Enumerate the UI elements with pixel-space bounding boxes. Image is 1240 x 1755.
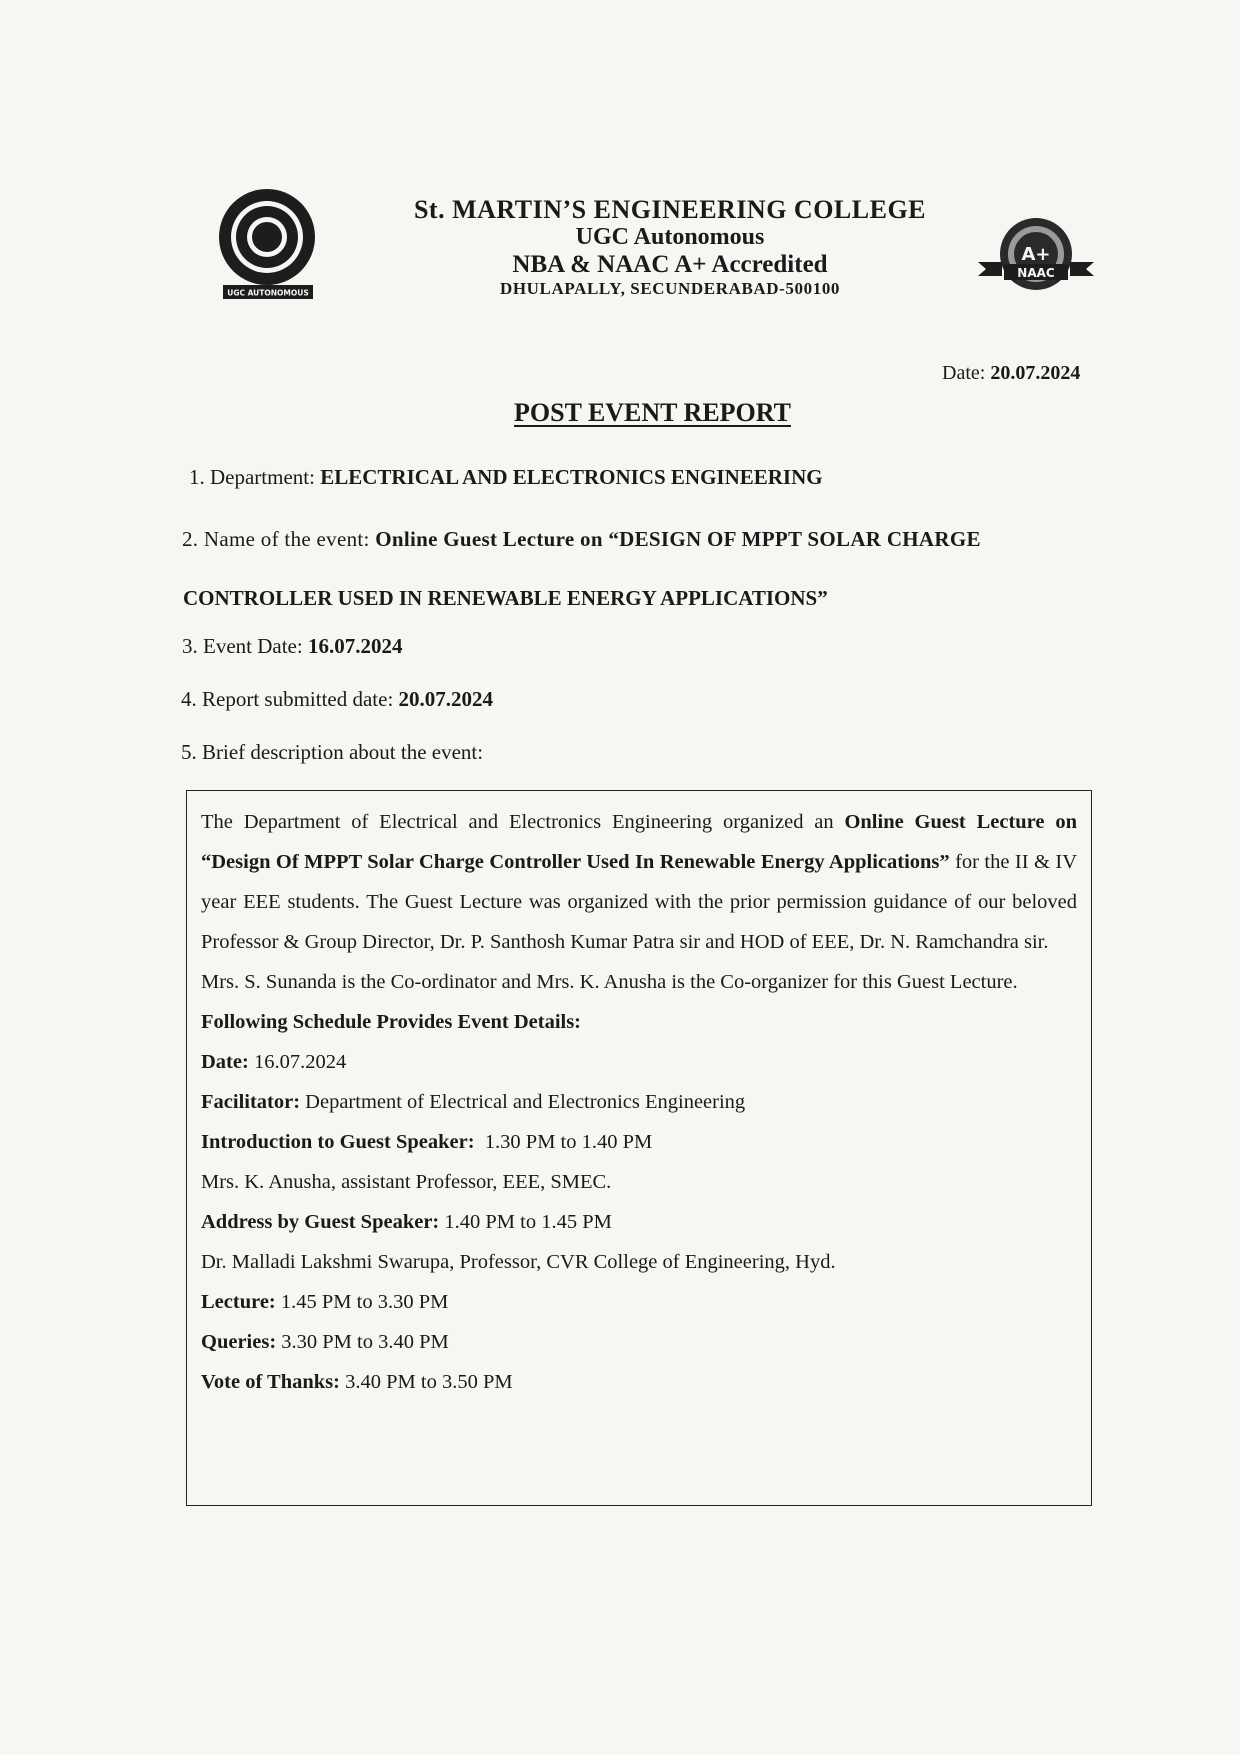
report-date-label: 4. Report submitted date: (181, 687, 394, 711)
report-date (942, 362, 1080, 385)
event-name-line-2 (183, 586, 828, 611)
description-text-1: The Department of Electrical and Electronics Engineering organized an (201, 811, 845, 833)
report-date-value: 20.07.2024 (398, 687, 494, 711)
college-name: St. MARTIN’S ENGINEERING COLLEGE (413, 195, 927, 224)
event-date-value: 16.07.2024 (307, 634, 403, 658)
schedule-facilitator: Facilitator: Department of Electrical and Electronics Engineering (201, 1090, 746, 1113)
page-title: POST EVENT REPORT (514, 398, 791, 427)
schedule-address: Address by Guest Speaker: 1.40 PM to 1.45 PM (201, 1210, 612, 1233)
schedule-date: Date: 16.07.2024 (201, 1050, 347, 1073)
naac-logo (972, 210, 1100, 306)
svg-text:UGC AUTONOMOUS: UGC AUTONOMOUS (227, 288, 309, 298)
schedule-introducer: Mrs. K. Anusha, assistant Professor, EEE, SMEC. (201, 1170, 612, 1193)
department-label: 1. Department: (189, 465, 315, 489)
description-lecture-title: Online Guest Lecture on “Design Of MPPT Solar Charge Controller Used In Renewable Energy Applications” (201, 811, 1077, 873)
college-logo (215, 185, 320, 305)
schedule-lecture: Lecture: 1.45 PM to 3.30 PM (201, 1290, 449, 1313)
report-date-line (181, 687, 493, 712)
college-status: UGC Autonomous (575, 224, 765, 251)
date-label: Date: (942, 362, 986, 384)
event-description-box (186, 790, 1092, 1506)
department-line (189, 465, 823, 490)
schedule-queries: Queries: 3.30 PM to 3.40 PM (201, 1330, 449, 1353)
schedule-speaker: Dr. Malladi Lakshmi Swarupa, Professor, CVR College of Engineering, Hyd. (201, 1250, 836, 1273)
event-date-line (182, 634, 402, 659)
schedule-heading: Following Schedule Provides Event Details: (201, 1010, 582, 1033)
event-name-value-1: Online Guest Lecture on “DESIGN OF MPPT SOLAR CHARGE (375, 527, 981, 551)
svg-text:A+: A+ (1021, 244, 1051, 265)
event-name-value-2: CONTROLLER USED IN RENEWABLE ENERGY APPLICATIONS” (183, 586, 828, 610)
description-text-2: for the II & IV year EEE students. The Guest Lecture was organized with the prior permission guidance of our beloved Professor & Group Director, Dr. P. Santhosh Kumar Patra sir and HOD of EEE, Dr. N. Ramchandra sir. (201, 850, 1078, 953)
schedule-introduction: Introduction to Guest Speaker: 1.30 PM to 1.40 PM (201, 1130, 653, 1153)
college-accreditation: NBA & NAAC A+ Accredited (512, 250, 828, 278)
coordinator-paragraph: Mrs. S. Sunanda is the Co-ordinator and Mrs. K. Anusha is the Co-organizer for this Guest Lecture. (201, 970, 1018, 993)
svg-text:NAAC: NAAC (1017, 266, 1055, 280)
event-date-label: 3. Event Date: (182, 634, 303, 658)
department-value: ELECTRICAL AND ELECTRONICS ENGINEERING (320, 465, 823, 489)
date-value: 20.07.2024 (990, 362, 1081, 384)
schedule-vote-of-thanks: Vote of Thanks: 3.40 PM to 3.50 PM (201, 1370, 513, 1393)
brief-description-label: 5. Brief description about the event: (181, 740, 484, 764)
event-name-label: 2. Name of the event: (182, 527, 370, 551)
description-paragraph (201, 803, 1077, 963)
college-heading (400, 195, 940, 298)
event-name-line (182, 527, 981, 552)
college-address: DHULAPALLY, SECUNDERABAD-500100 (499, 278, 841, 298)
